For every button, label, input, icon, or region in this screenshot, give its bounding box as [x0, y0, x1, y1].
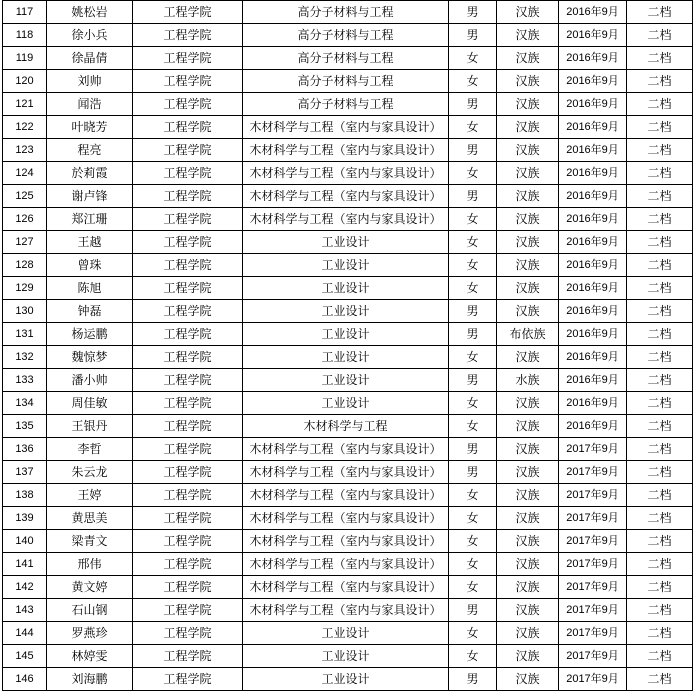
cell-serial-number: 137: [3, 461, 47, 484]
cell-student-name: 王婷: [47, 484, 133, 507]
cell-grant-level: 二档: [627, 668, 693, 691]
cell-major: 工业设计: [243, 277, 449, 300]
cell-major: 工业设计: [243, 369, 449, 392]
cell-grant-level: 二档: [627, 254, 693, 277]
cell-serial-number: 124: [3, 162, 47, 185]
cell-serial-number: 132: [3, 346, 47, 369]
cell-gender: 女: [449, 645, 497, 668]
cell-major: 工业设计: [243, 254, 449, 277]
cell-college: 工程学院: [133, 622, 243, 645]
table-row: [3, 369, 693, 392]
cell-enrollment-date: 2016年9月: [559, 277, 627, 300]
cell-major: 高分子材料与工程: [243, 70, 449, 93]
cell-serial-number: 142: [3, 576, 47, 599]
cell-grant-level: 二档: [627, 139, 693, 162]
table-row: [3, 323, 693, 346]
cell-college: 工程学院: [133, 1, 243, 24]
table-row: [3, 438, 693, 461]
cell-serial-number: 131: [3, 323, 47, 346]
cell-ethnicity: 汉族: [497, 162, 559, 185]
cell-gender: 女: [449, 116, 497, 139]
cell-grant-level: 二档: [627, 530, 693, 553]
cell-college: 工程学院: [133, 645, 243, 668]
cell-student-name: 王银丹: [47, 415, 133, 438]
cell-ethnicity: 汉族: [497, 277, 559, 300]
table-row: [3, 668, 693, 691]
cell-major: 木材科学与工程（室内与家具设计）: [243, 507, 449, 530]
table-row: [3, 576, 693, 599]
cell-grant-level: 二档: [627, 116, 693, 139]
table-row: [3, 415, 693, 438]
table-row: [3, 208, 693, 231]
cell-serial-number: 126: [3, 208, 47, 231]
cell-grant-level: 二档: [627, 576, 693, 599]
cell-college: 工程学院: [133, 185, 243, 208]
cell-college: 工程学院: [133, 599, 243, 622]
cell-grant-level: 二档: [627, 369, 693, 392]
cell-serial-number: 134: [3, 392, 47, 415]
cell-grant-level: 二档: [627, 438, 693, 461]
cell-student-name: 梁青文: [47, 530, 133, 553]
cell-enrollment-date: 2016年9月: [559, 47, 627, 70]
cell-ethnicity: 汉族: [497, 668, 559, 691]
cell-enrollment-date: 2016年9月: [559, 254, 627, 277]
cell-enrollment-date: 2016年9月: [559, 369, 627, 392]
cell-gender: 男: [449, 300, 497, 323]
table-row: [3, 277, 693, 300]
table-row: [3, 231, 693, 254]
cell-ethnicity: 汉族: [497, 70, 559, 93]
cell-college: 工程学院: [133, 254, 243, 277]
cell-grant-level: 二档: [627, 1, 693, 24]
cell-ethnicity: 汉族: [497, 139, 559, 162]
cell-ethnicity: 汉族: [497, 530, 559, 553]
cell-enrollment-date: 2016年9月: [559, 185, 627, 208]
table-row: [3, 70, 693, 93]
cell-gender: 女: [449, 553, 497, 576]
table-row: [3, 24, 693, 47]
cell-enrollment-date: 2016年9月: [559, 323, 627, 346]
cell-ethnicity: 水族: [497, 369, 559, 392]
cell-enrollment-date: 2016年9月: [559, 346, 627, 369]
cell-grant-level: 二档: [627, 415, 693, 438]
cell-college: 工程学院: [133, 24, 243, 47]
cell-ethnicity: 汉族: [497, 599, 559, 622]
cell-grant-level: 二档: [627, 461, 693, 484]
cell-enrollment-date: 2016年9月: [559, 162, 627, 185]
cell-enrollment-date: 2016年9月: [559, 70, 627, 93]
table-row: [3, 484, 693, 507]
table-row: [3, 185, 693, 208]
cell-enrollment-date: 2016年9月: [559, 1, 627, 24]
table-row: [3, 622, 693, 645]
cell-enrollment-date: 2017年9月: [559, 599, 627, 622]
cell-serial-number: 129: [3, 277, 47, 300]
cell-enrollment-date: 2016年9月: [559, 24, 627, 47]
cell-college: 工程学院: [133, 300, 243, 323]
cell-gender: 男: [449, 24, 497, 47]
cell-student-name: 谢卢锋: [47, 185, 133, 208]
cell-college: 工程学院: [133, 208, 243, 231]
cell-grant-level: 二档: [627, 162, 693, 185]
cell-major: 木材科学与工程（室内与家具设计）: [243, 530, 449, 553]
cell-serial-number: 135: [3, 415, 47, 438]
table-row: [3, 47, 693, 70]
cell-enrollment-date: 2016年9月: [559, 93, 627, 116]
cell-serial-number: 127: [3, 231, 47, 254]
cell-enrollment-date: 2017年9月: [559, 553, 627, 576]
cell-gender: 女: [449, 484, 497, 507]
cell-major: 工业设计: [243, 645, 449, 668]
cell-gender: 女: [449, 254, 497, 277]
table-row: [3, 530, 693, 553]
cell-major: 木材科学与工程: [243, 415, 449, 438]
cell-college: 工程学院: [133, 116, 243, 139]
cell-college: 工程学院: [133, 438, 243, 461]
cell-college: 工程学院: [133, 507, 243, 530]
cell-ethnicity: 汉族: [497, 484, 559, 507]
table-row: [3, 139, 693, 162]
cell-student-name: 郑江珊: [47, 208, 133, 231]
cell-student-name: 王越: [47, 231, 133, 254]
cell-college: 工程学院: [133, 392, 243, 415]
cell-serial-number: 125: [3, 185, 47, 208]
cell-major: 高分子材料与工程: [243, 1, 449, 24]
cell-gender: 男: [449, 438, 497, 461]
cell-major: 高分子材料与工程: [243, 24, 449, 47]
cell-ethnicity: 汉族: [497, 24, 559, 47]
cell-ethnicity: 汉族: [497, 208, 559, 231]
cell-gender: 男: [449, 323, 497, 346]
cell-student-name: 程亮: [47, 139, 133, 162]
cell-student-name: 李哲: [47, 438, 133, 461]
cell-ethnicity: 汉族: [497, 415, 559, 438]
cell-serial-number: 139: [3, 507, 47, 530]
cell-gender: 男: [449, 461, 497, 484]
cell-enrollment-date: 2016年9月: [559, 116, 627, 139]
cell-gender: 女: [449, 415, 497, 438]
cell-enrollment-date: 2016年9月: [559, 415, 627, 438]
cell-student-name: 石山钢: [47, 599, 133, 622]
cell-college: 工程学院: [133, 553, 243, 576]
cell-serial-number: 128: [3, 254, 47, 277]
cell-grant-level: 二档: [627, 645, 693, 668]
cell-gender: 男: [449, 668, 497, 691]
cell-ethnicity: 汉族: [497, 185, 559, 208]
cell-serial-number: 146: [3, 668, 47, 691]
cell-major: 高分子材料与工程: [243, 47, 449, 70]
cell-enrollment-date: 2017年9月: [559, 622, 627, 645]
cell-serial-number: 123: [3, 139, 47, 162]
student-roster-table: [2, 0, 693, 691]
cell-grant-level: 二档: [627, 599, 693, 622]
cell-major: 高分子材料与工程: [243, 93, 449, 116]
table-row: [3, 346, 693, 369]
cell-enrollment-date: 2017年9月: [559, 576, 627, 599]
cell-major: 木材科学与工程（室内与家具设计）: [243, 139, 449, 162]
cell-serial-number: 130: [3, 300, 47, 323]
cell-ethnicity: 汉族: [497, 116, 559, 139]
cell-gender: 女: [449, 231, 497, 254]
table-row: [3, 553, 693, 576]
cell-college: 工程学院: [133, 231, 243, 254]
cell-grant-level: 二档: [627, 231, 693, 254]
cell-college: 工程学院: [133, 461, 243, 484]
cell-major: 工业设计: [243, 668, 449, 691]
cell-grant-level: 二档: [627, 507, 693, 530]
cell-major: 木材科学与工程（室内与家具设计）: [243, 576, 449, 599]
cell-grant-level: 二档: [627, 70, 693, 93]
cell-gender: 女: [449, 162, 497, 185]
cell-gender: 女: [449, 208, 497, 231]
cell-student-name: 姚松岩: [47, 1, 133, 24]
cell-college: 工程学院: [133, 484, 243, 507]
cell-enrollment-date: 2016年9月: [559, 231, 627, 254]
cell-serial-number: 144: [3, 622, 47, 645]
cell-college: 工程学院: [133, 70, 243, 93]
cell-enrollment-date: 2016年9月: [559, 300, 627, 323]
cell-grant-level: 二档: [627, 208, 693, 231]
cell-serial-number: 143: [3, 599, 47, 622]
cell-college: 工程学院: [133, 47, 243, 70]
cell-grant-level: 二档: [627, 392, 693, 415]
cell-enrollment-date: 2016年9月: [559, 139, 627, 162]
cell-serial-number: 133: [3, 369, 47, 392]
cell-student-name: 邢伟: [47, 553, 133, 576]
cell-student-name: 徐小兵: [47, 24, 133, 47]
cell-enrollment-date: 2016年9月: [559, 208, 627, 231]
table-row: [3, 162, 693, 185]
cell-serial-number: 121: [3, 93, 47, 116]
cell-grant-level: 二档: [627, 277, 693, 300]
cell-ethnicity: 汉族: [497, 300, 559, 323]
cell-major: 木材科学与工程（室内与家具设计）: [243, 116, 449, 139]
cell-ethnicity: 汉族: [497, 346, 559, 369]
cell-ethnicity: 汉族: [497, 622, 559, 645]
cell-college: 工程学院: [133, 93, 243, 116]
cell-enrollment-date: 2017年9月: [559, 438, 627, 461]
cell-serial-number: 145: [3, 645, 47, 668]
cell-grant-level: 二档: [627, 47, 693, 70]
cell-student-name: 刘海鹏: [47, 668, 133, 691]
cell-college: 工程学院: [133, 277, 243, 300]
table-row: [3, 1, 693, 24]
cell-gender: 女: [449, 622, 497, 645]
table-row: [3, 461, 693, 484]
cell-major: 木材科学与工程（室内与家具设计）: [243, 461, 449, 484]
cell-student-name: 於莉霞: [47, 162, 133, 185]
cell-gender: 女: [449, 576, 497, 599]
cell-ethnicity: 汉族: [497, 392, 559, 415]
cell-gender: 男: [449, 1, 497, 24]
cell-major: 木材科学与工程（室内与家具设计）: [243, 484, 449, 507]
cell-serial-number: 141: [3, 553, 47, 576]
table-row: [3, 507, 693, 530]
cell-student-name: 潘小帅: [47, 369, 133, 392]
cell-grant-level: 二档: [627, 346, 693, 369]
cell-college: 工程学院: [133, 668, 243, 691]
cell-gender: 女: [449, 277, 497, 300]
cell-grant-level: 二档: [627, 24, 693, 47]
cell-major: 工业设计: [243, 622, 449, 645]
cell-ethnicity: 汉族: [497, 461, 559, 484]
cell-ethnicity: 汉族: [497, 47, 559, 70]
table-row: [3, 93, 693, 116]
table-row: [3, 392, 693, 415]
cell-major: 木材科学与工程（室内与家具设计）: [243, 162, 449, 185]
cell-enrollment-date: 2017年9月: [559, 484, 627, 507]
table-row: [3, 300, 693, 323]
roster-body: [3, 1, 693, 691]
cell-student-name: 刘帅: [47, 70, 133, 93]
cell-college: 工程学院: [133, 323, 243, 346]
cell-gender: 女: [449, 346, 497, 369]
cell-grant-level: 二档: [627, 622, 693, 645]
cell-enrollment-date: 2017年9月: [559, 668, 627, 691]
cell-ethnicity: 汉族: [497, 507, 559, 530]
cell-ethnicity: 汉族: [497, 254, 559, 277]
cell-gender: 男: [449, 139, 497, 162]
cell-major: 木材科学与工程（室内与家具设计）: [243, 185, 449, 208]
cell-serial-number: 138: [3, 484, 47, 507]
cell-student-name: 黄思美: [47, 507, 133, 530]
cell-serial-number: 122: [3, 116, 47, 139]
cell-college: 工程学院: [133, 530, 243, 553]
cell-gender: 女: [449, 530, 497, 553]
cell-enrollment-date: 2017年9月: [559, 645, 627, 668]
cell-college: 工程学院: [133, 346, 243, 369]
cell-serial-number: 120: [3, 70, 47, 93]
cell-ethnicity: 布依族: [497, 323, 559, 346]
cell-student-name: 钟磊: [47, 300, 133, 323]
cell-student-name: 魏惊梦: [47, 346, 133, 369]
table-row: [3, 645, 693, 668]
cell-gender: 女: [449, 392, 497, 415]
cell-major: 木材科学与工程（室内与家具设计）: [243, 208, 449, 231]
cell-student-name: 杨运鹏: [47, 323, 133, 346]
cell-college: 工程学院: [133, 139, 243, 162]
cell-college: 工程学院: [133, 369, 243, 392]
cell-ethnicity: 汉族: [497, 438, 559, 461]
cell-major: 工业设计: [243, 300, 449, 323]
cell-college: 工程学院: [133, 415, 243, 438]
cell-gender: 男: [449, 185, 497, 208]
cell-student-name: 罗燕珍: [47, 622, 133, 645]
cell-major: 木材科学与工程（室内与家具设计）: [243, 599, 449, 622]
cell-student-name: 朱云龙: [47, 461, 133, 484]
cell-serial-number: 140: [3, 530, 47, 553]
cell-student-name: 叶晓芳: [47, 116, 133, 139]
cell-student-name: 闻浩: [47, 93, 133, 116]
cell-gender: 男: [449, 599, 497, 622]
cell-ethnicity: 汉族: [497, 1, 559, 24]
cell-grant-level: 二档: [627, 93, 693, 116]
cell-grant-level: 二档: [627, 484, 693, 507]
cell-serial-number: 119: [3, 47, 47, 70]
cell-major: 木材科学与工程（室内与家具设计）: [243, 438, 449, 461]
cell-major: 工业设计: [243, 323, 449, 346]
cell-grant-level: 二档: [627, 300, 693, 323]
cell-enrollment-date: 2017年9月: [559, 461, 627, 484]
cell-gender: 女: [449, 70, 497, 93]
cell-enrollment-date: 2017年9月: [559, 530, 627, 553]
cell-student-name: 林婷雯: [47, 645, 133, 668]
cell-serial-number: 118: [3, 24, 47, 47]
cell-student-name: 周佳敏: [47, 392, 133, 415]
cell-ethnicity: 汉族: [497, 93, 559, 116]
cell-enrollment-date: 2016年9月: [559, 392, 627, 415]
cell-ethnicity: 汉族: [497, 576, 559, 599]
cell-student-name: 曾珠: [47, 254, 133, 277]
cell-gender: 男: [449, 369, 497, 392]
cell-college: 工程学院: [133, 576, 243, 599]
table-row: [3, 599, 693, 622]
cell-gender: 女: [449, 507, 497, 530]
cell-major: 工业设计: [243, 346, 449, 369]
cell-college: 工程学院: [133, 162, 243, 185]
cell-student-name: 陈旭: [47, 277, 133, 300]
cell-grant-level: 二档: [627, 185, 693, 208]
cell-ethnicity: 汉族: [497, 231, 559, 254]
cell-student-name: 徐晶倩: [47, 47, 133, 70]
cell-major: 工业设计: [243, 231, 449, 254]
cell-serial-number: 136: [3, 438, 47, 461]
cell-gender: 男: [449, 93, 497, 116]
cell-major: 木材科学与工程（室内与家具设计）: [243, 553, 449, 576]
cell-ethnicity: 汉族: [497, 553, 559, 576]
table-row: [3, 116, 693, 139]
cell-gender: 女: [449, 47, 497, 70]
cell-ethnicity: 汉族: [497, 645, 559, 668]
cell-grant-level: 二档: [627, 323, 693, 346]
table-row: [3, 254, 693, 277]
cell-enrollment-date: 2017年9月: [559, 507, 627, 530]
cell-serial-number: 117: [3, 1, 47, 24]
cell-student-name: 黄文婷: [47, 576, 133, 599]
cell-grant-level: 二档: [627, 553, 693, 576]
cell-major: 工业设计: [243, 392, 449, 415]
